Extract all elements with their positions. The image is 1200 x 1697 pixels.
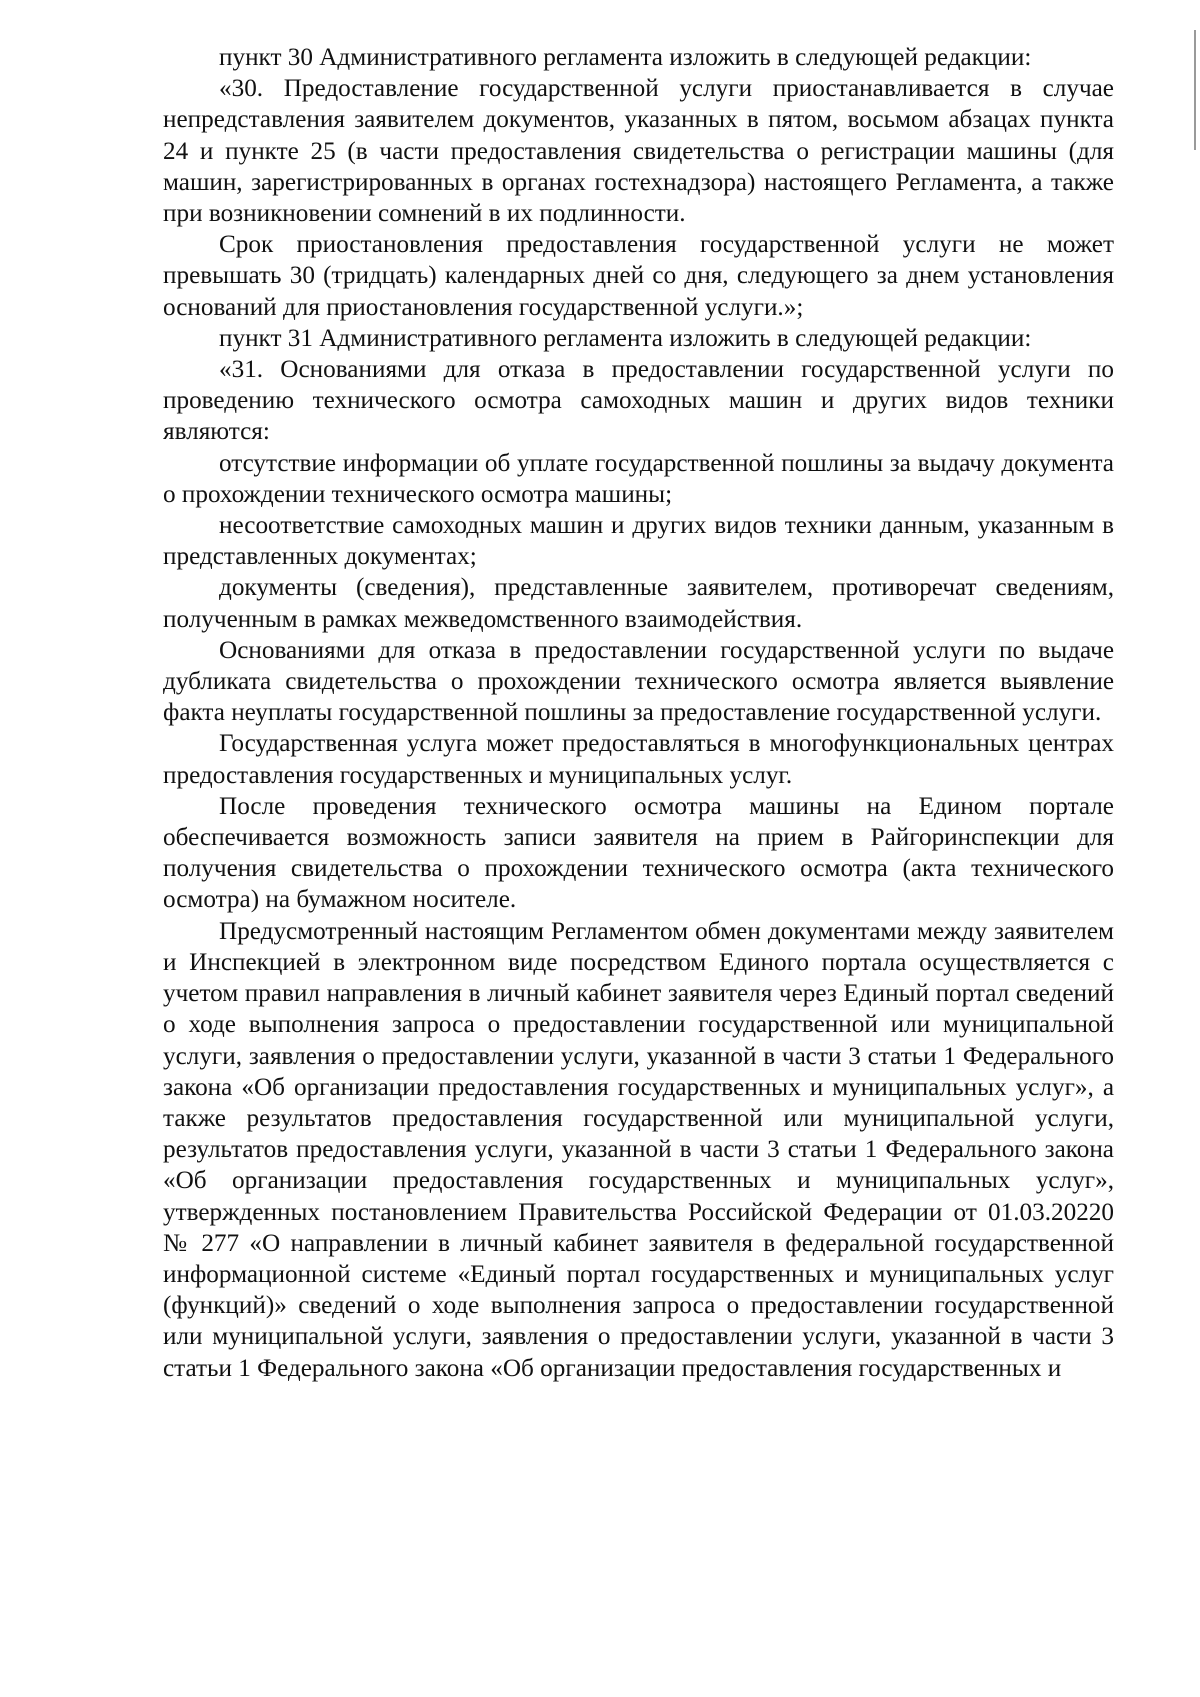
paragraph-3: Срок приостановления предоставления государственной услуги не может превышать 30 (тридцать) календарных дней со дня, следующего за днем установления оснований для приостановления государственной услуги.»; xyxy=(163,231,1114,321)
paragraph-4: пункт 31 Административного регламента изложить в следующей редакции: xyxy=(219,324,1032,352)
document-body xyxy=(163,42,1114,1384)
paragraph-12: Предусмотренный настоящим Регламентом обмен документами между заявителем и Инспекцией в электронном виде посредством Единого портала осуществляется с учетом правил направления в личный кабинет заявителя через Единый портал сведений о ходе выполнения запроса о предоставлении государственной или муниципальной услуги, заявления о предоставлении услуги, указанной в части 3 статьи 1 Федерального закона «Об организации предоставления государственных и муниципальных услуг», а также результатов предоставления государственной или муниципальной услуги, результатов предоставления услуги, указанной в части 3 статьи 1 Федерального закона «Об организации предоставления государственных и муниципальных услуг», утвержденных постановлением Правительства Российской Федерации от 01.03.20220 № 277 «О направлении в личный кабинет заявителя в федеральной государственной информационной системе «Единый портал государственных и муниципальных услуг (функций)» сведений о ходе выполнения запроса о предоставлении государственной или муниципальной услуги, заявления о предоставлении услуги, указанной в части 3 статьи 1 Федерального закона «Об организации предоставления государственных и xyxy=(163,917,1114,1382)
paragraph-1: пункт 30 Административного регламента изложить в следующей редакции: xyxy=(219,44,1032,71)
scan-edge-mark xyxy=(1194,30,1196,150)
paragraph-5: «31. Основаниями для отказа в предоставлении государственной услуги по проведению технического осмотра самоходных машин и других видов техники являются: xyxy=(163,356,1114,446)
paragraph-7: несоответствие самоходных машин и других видов техники данным, указанным в представленных документах; xyxy=(163,512,1114,571)
paragraph-8: документы (сведения), представленные заявителем, противоречат сведениям, полученным в рамках межведомственного взаимодействия. xyxy=(163,574,1114,633)
paragraph-9: Основаниями для отказа в предоставлении государственной услуги по выдаче дубликата свидетельства о прохождении технического осмотра является выявление факта неуплаты государственной пошлины за предоставление государственной услуги. xyxy=(163,636,1114,727)
paragraph-10: Государственная услуга может предоставляться в многофункциональных центрах предоставления государственных и муниципальных услуг. xyxy=(163,730,1114,789)
paragraph-6: отсутствие информации об уплате государственной пошлины за выдачу документа о прохождении технического осмотра машины; xyxy=(163,449,1114,508)
paragraph-11: После проведения технического осмотра машины на Едином портале обеспечивается возможность записи заявителя на прием в Райгоринспекции для получения свидетельства о прохождении технического осмотра (акта технического осмотра) на бумажном носителе. xyxy=(163,792,1114,914)
paragraph-2: «30. Предоставление государственной услуги приостанавливается в случае непредставления заявителем документов, указанных в пятом, восьмом абзацах пункта 24 и пункте 25 (в части предоставления свидетельства о регистрации машины (для машин, зарегистрированных в органах гостехнадзора) настоящего Регламента, а также при возникновении сомнений в их подлинности. xyxy=(163,75,1114,228)
